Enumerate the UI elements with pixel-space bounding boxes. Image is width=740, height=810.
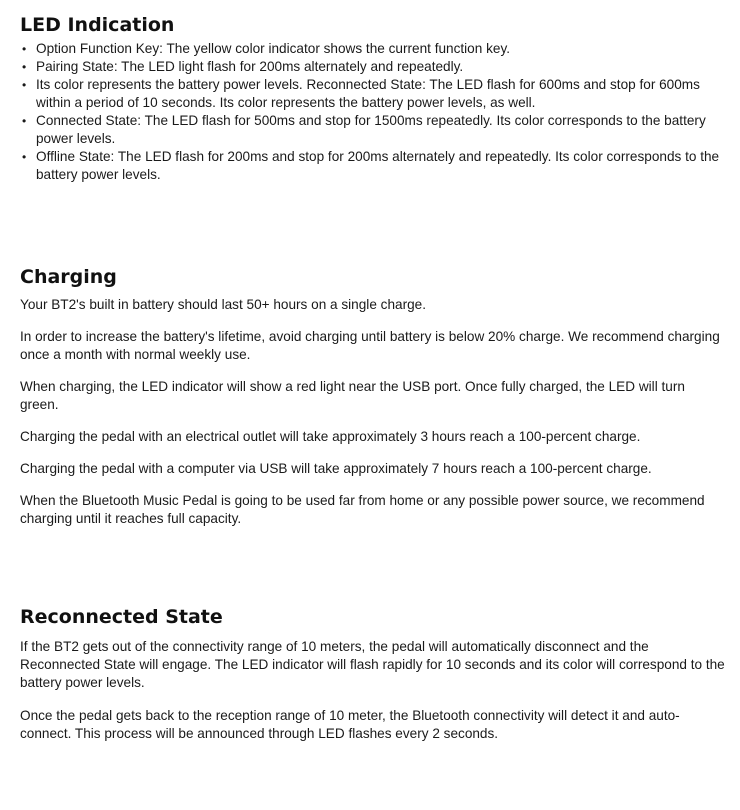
paragraph: Charging the pedal with an electrical outlet will take approximately 3 hours reach a 100-percent charge. [20, 429, 641, 444]
paragraph: When charging, the LED indicator will show a red light near the USB port. Once fully charged, the LED will turn green. [20, 379, 685, 412]
charging-heading: Charging [20, 266, 117, 288]
list-item: • Its color represents the battery power levels. Reconnected State: The LED flash for 600ms and stop for 600ms within a period of 10 seconds. Its color represents the battery power levels, as well. [20, 76, 725, 112]
led-indication-list [20, 40, 725, 184]
reconnected-state-heading: Reconnected State [20, 606, 223, 628]
list-item: • Offline State: The LED flash for 200ms and stop for 200ms alternately and repeatedly. Its color corresponds to the battery power levels. [20, 148, 725, 184]
list-item: • Pairing State: The LED light flash for 200ms alternately and repeatedly. [20, 58, 725, 76]
list-item: • Connected State: The LED flash for 500ms and stop for 1500ms repeatedly. Its color corresponds to the battery power levels. [20, 112, 725, 148]
charging-section [20, 264, 725, 542]
paragraph: If the BT2 gets out of the connectivity range of 10 meters, the pedal will automatically disconnect and the Reconnected State will engage. The LED indicator will flash rapidly for 10 seconds and its color will correspond to the battery power levels. [20, 639, 725, 690]
led-indication-heading: LED Indication [20, 14, 175, 36]
paragraph: When the Bluetooth Music Pedal is going to be used far from home or any possible power source, we recommend charging until it reaches full capacity. [20, 493, 705, 526]
led-indication-section [20, 12, 725, 184]
paragraph: Your BT2's built in battery should last 50+ hours on a single charge. [20, 297, 426, 312]
list-item: • Option Function Key: The yellow color indicator shows the current function key. [20, 40, 725, 58]
paragraph: Once the pedal gets back to the reception range of 10 meter, the Bluetooth connectivity will detect it and auto-connect. This process will be announced through LED flashes every 2 seconds. [20, 708, 680, 741]
paragraph: Charging the pedal with a computer via USB will take approximately 7 hours reach a 100-percent charge. [20, 461, 652, 476]
paragraph: In order to increase the battery's lifetime, avoid charging until battery is below 20% charge. We recommend charging once a month with normal weekly use. [20, 329, 720, 362]
reconnected-state-section [20, 604, 725, 758]
